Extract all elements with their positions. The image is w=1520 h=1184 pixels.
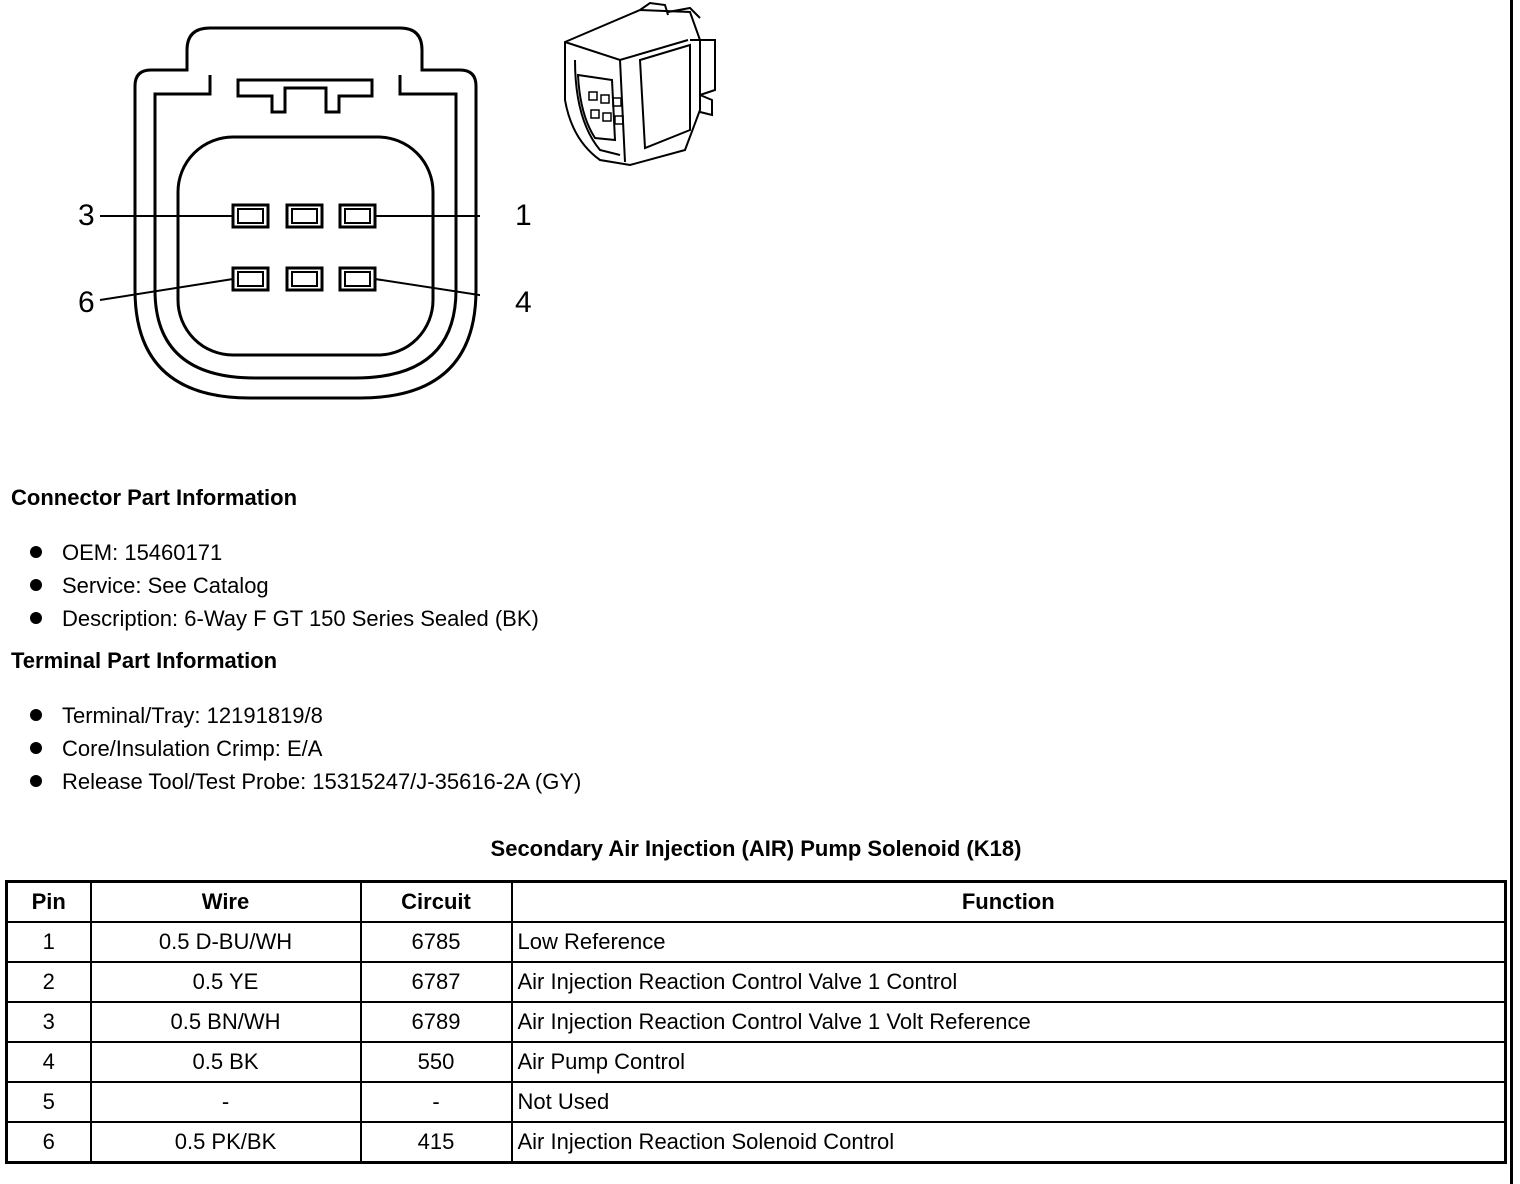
bullet-icon bbox=[30, 742, 42, 754]
pin-row-bottom bbox=[233, 268, 375, 290]
pin-callout-6: 6 bbox=[78, 286, 95, 319]
cell-wire: 0.5 YE bbox=[91, 962, 361, 1002]
connector-face-diagram bbox=[60, 0, 480, 410]
cell-circuit: 550 bbox=[361, 1042, 512, 1082]
list-item: OEM: 15460171 bbox=[30, 536, 539, 569]
table-row bbox=[7, 1082, 1506, 1122]
list-item: Service: See Catalog bbox=[30, 569, 539, 602]
cell-circuit: - bbox=[361, 1082, 512, 1122]
bullet-icon bbox=[30, 546, 42, 558]
cell-pin: 3 bbox=[7, 1002, 91, 1042]
connector-info-heading: Connector Part Information bbox=[11, 485, 298, 510]
header-function: Function bbox=[512, 882, 1506, 923]
pin-row-top bbox=[233, 205, 375, 227]
cell-function: Air Injection Reaction Control Valve 1 Volt Reference bbox=[512, 1002, 1506, 1042]
pin-callout-4: 4 bbox=[515, 286, 532, 319]
table-header-row bbox=[7, 882, 1506, 923]
list-item: Terminal/Tray: 12191819/8 bbox=[30, 699, 581, 732]
pin-callout-3: 3 bbox=[78, 199, 95, 232]
header-pin: Pin bbox=[7, 882, 91, 923]
cell-circuit: 6789 bbox=[361, 1002, 512, 1042]
pin-callout-1: 1 bbox=[515, 199, 532, 232]
table-row bbox=[7, 1042, 1506, 1082]
table-row bbox=[7, 1002, 1506, 1042]
cell-circuit: 6787 bbox=[361, 962, 512, 1002]
cell-function: Not Used bbox=[512, 1082, 1506, 1122]
header-circuit: Circuit bbox=[361, 882, 512, 923]
page-right-border bbox=[1510, 0, 1513, 1184]
bullet-icon bbox=[30, 709, 42, 721]
pin-leader-lines bbox=[100, 216, 480, 300]
connector-lock-tab bbox=[238, 80, 372, 112]
connector-outer-housing bbox=[135, 28, 476, 398]
cell-function: Low Reference bbox=[512, 922, 1506, 962]
cell-pin: 4 bbox=[7, 1042, 91, 1082]
connector-isometric-view bbox=[555, 0, 730, 175]
table-row bbox=[7, 962, 1506, 1002]
bullet-icon bbox=[30, 612, 42, 624]
cell-wire: 0.5 D-BU/WH bbox=[91, 922, 361, 962]
header-wire: Wire bbox=[91, 882, 361, 923]
cell-function: Air Injection Reaction Solenoid Control bbox=[512, 1122, 1506, 1163]
cell-wire: - bbox=[91, 1082, 361, 1122]
cell-pin: 5 bbox=[7, 1082, 91, 1122]
terminal-cavity bbox=[178, 137, 433, 355]
terminal-info-heading: Terminal Part Information bbox=[11, 648, 278, 673]
list-item: Description: 6-Way F GT 150 Series Sealed (BK) bbox=[30, 602, 539, 635]
cell-circuit: 6785 bbox=[361, 922, 512, 962]
bullet-icon bbox=[30, 775, 42, 787]
list-item: Core/Insulation Crimp: E/A bbox=[30, 732, 581, 765]
terminal-info-list bbox=[30, 699, 581, 798]
cell-function: Air Injection Reaction Control Valve 1 Control bbox=[512, 962, 1506, 1002]
cell-wire: 0.5 BK bbox=[91, 1042, 361, 1082]
cell-wire: 0.5 BN/WH bbox=[91, 1002, 361, 1042]
connector-info-list bbox=[30, 536, 539, 635]
cell-pin: 1 bbox=[7, 922, 91, 962]
table-title: Secondary Air Injection (AIR) Pump Solenoid (K18) bbox=[490, 836, 1022, 861]
table-row bbox=[7, 922, 1506, 962]
list-item: Release Tool/Test Probe: 15315247/J-35616-2A (GY) bbox=[30, 765, 581, 798]
pinout-table bbox=[5, 880, 1507, 1164]
cell-function: Air Pump Control bbox=[512, 1042, 1506, 1082]
cell-circuit: 415 bbox=[361, 1122, 512, 1163]
cell-wire: 0.5 PK/BK bbox=[91, 1122, 361, 1163]
table-row bbox=[7, 1122, 1506, 1163]
cell-pin: 2 bbox=[7, 962, 91, 1002]
cell-pin: 6 bbox=[7, 1122, 91, 1163]
bullet-icon bbox=[30, 579, 42, 591]
